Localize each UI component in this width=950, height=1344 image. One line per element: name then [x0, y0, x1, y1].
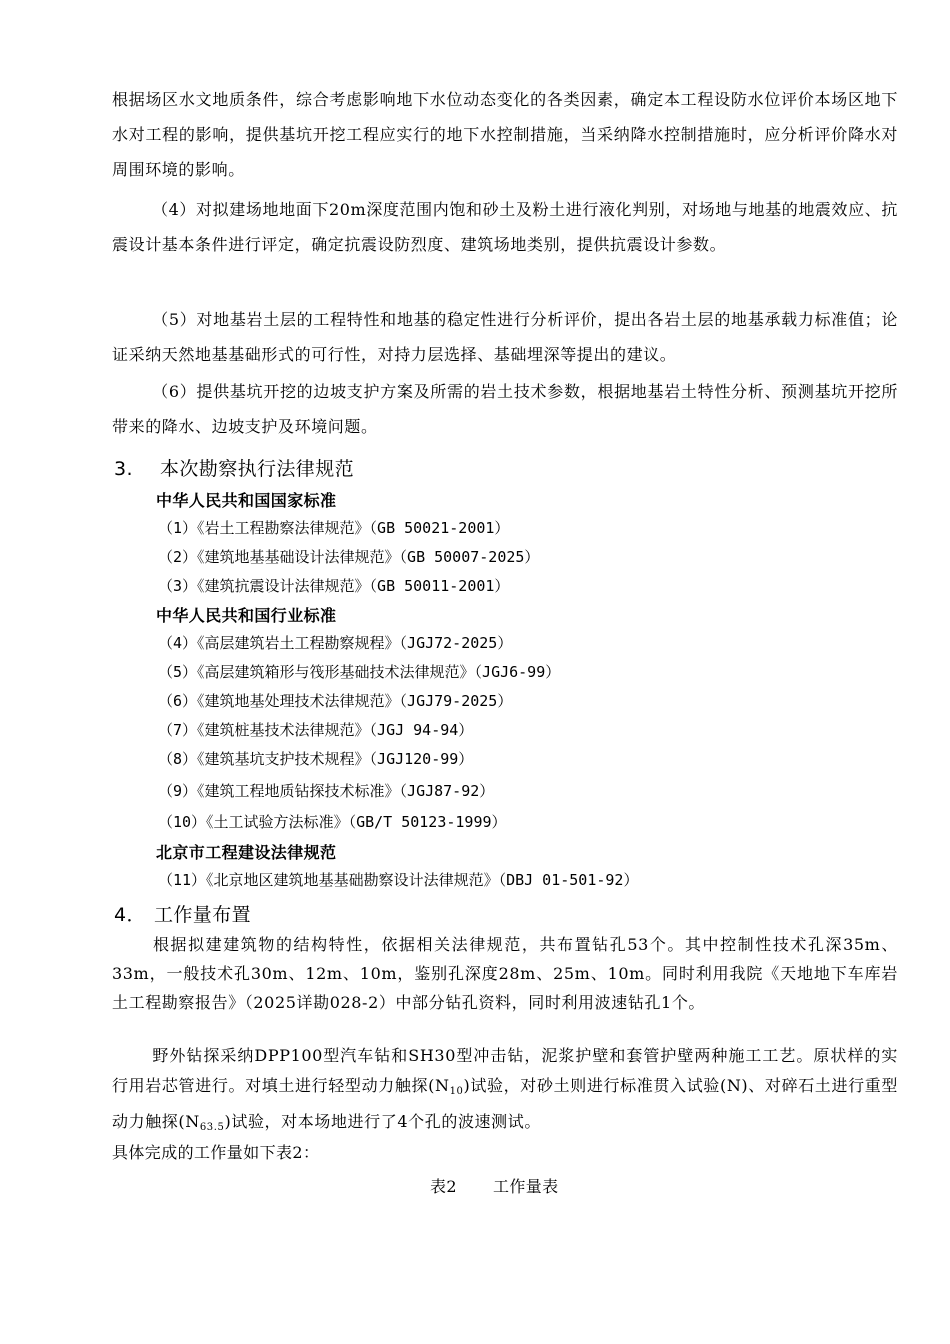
- table-caption: [430, 1174, 559, 1197]
- group-industry-standards: 中华人民共和国行业标准: [156, 606, 337, 625]
- paragraph-workload-text: 根据拟建建筑物的结构特性，依据相关法律规范，共布置钻孔53个。其中控制性技术孔深35m、33m，一般技术孔30m、12m、10m，鉴别孔深度28m、25m、10m。同时利用我院《天地地下车库岩土工程勘察报告》（2025详勘028-2）中部分钻孔资料，同时利用波速钻孔1个。: [112, 935, 898, 1012]
- paragraph-item-6-text: （6）提供基坑开挖的边坡支护方案及所需的岩土技术参数，根据地基岩土特性分析、预测基坑开挖所带来的降水、边坡支护及环境问题。: [112, 382, 898, 436]
- paragraph-item-6: [112, 374, 898, 444]
- section-3-number: 3.: [114, 458, 133, 480]
- standard-item: （9）《建筑工程地质钻探技术标准》（JGJ87-92）: [158, 782, 495, 800]
- subscript-n635: 63.5: [199, 1122, 225, 1133]
- paragraph-workload: [112, 930, 898, 1017]
- paragraph-groundwater: 根据场区水文地质条件，综合考虑影响地下水位动态变化的各类因素，确定本工程设防水位评价本场区地下水对工程的影响，提供基坑开挖工程应实行的地下水控制措施，当采纳降水控制措施时，应分析评价降水对周围环境的影响。: [112, 90, 898, 179]
- section-4-heading: [114, 900, 251, 927]
- standard-item: （6）《建筑地基处理技术法律规范》（JGJ79-2025）: [158, 692, 513, 710]
- standard-item: （10）《土工试验方法标准》（GB/T 50123-1999）: [158, 813, 507, 831]
- standard-item: （4）《高层建筑岩土工程勘察规程》（JGJ72-2025）: [158, 634, 513, 652]
- subscript-n10: 10: [449, 1086, 464, 1097]
- section-3-title: 本次勘察执行法律规范: [160, 458, 355, 480]
- standard-item: （5）《高层建筑箱形与筏形基础技术法律规范》（JGJ6-99）: [158, 663, 561, 681]
- section-4-number: 4．: [114, 904, 146, 926]
- standard-item: （1）《岩土工程勘察法律规范》（GB 50021-2001）: [158, 519, 510, 537]
- paragraph-drilling-text-c: )试验，对本场地进行了4个孔的波速测试。: [224, 1112, 541, 1131]
- section-3-heading: [114, 454, 354, 481]
- standard-item: （2）《建筑地基基础设计法律规范》（GB 50007-2025）: [158, 548, 540, 566]
- section-4-title: 工作量布置: [154, 904, 252, 926]
- paragraph-drilling-text-a: 野外钻探采纳DPP100型汽车钻和SH30型冲击钻，泥浆护壁和套管护壁两种施工工艺。原状样的实行用岩芯管进行。对填土进行轻型动力触探(N: [112, 1046, 898, 1095]
- group-beijing-standards: 北京市工程建设法律规范: [156, 843, 337, 862]
- standard-item: （3）《建筑抗震设计法律规范》（GB 50011-2001）: [158, 577, 510, 595]
- standard-item: （7）《建筑桩基技术法律规范》（JGJ 94-94）: [158, 721, 474, 739]
- table-caption-title: 工作量表: [492, 1177, 559, 1196]
- paragraph-item-5-text: （5）对地基岩土层的工程特性和地基的稳定性进行分析评价，提出各岩土层的地基承载力标准值；论证采纳天然地基基础形式的可行性，对持力层选择、基础埋深等提出的建议。: [112, 310, 898, 364]
- paragraph-drilling: [112, 1041, 898, 1143]
- paragraph-drilling-text-b: )试验，对砂土则进行标准贯入试验(N)、对碎石土进行重型动力触探(N: [112, 1076, 899, 1131]
- paragraph-item-4-text: （4）对拟建场地地面下20m深度范围内饱和砂土及粉土进行液化判别，对场地与地基的地震效应、抗震设计基本条件进行评定，确定抗震设防烈度、建筑场地类别，提供抗震设计参数。: [112, 200, 898, 254]
- standard-item: （8）《建筑基坑支护技术规程》（JGJ120-99）: [158, 750, 474, 768]
- table-caption-number: 表2: [430, 1177, 457, 1196]
- group-national-standards: 中华人民共和国国家标准: [156, 491, 337, 510]
- paragraph-item-5: [112, 302, 898, 372]
- standard-item: （11）《北京地区建筑地基基础勘察设计法律规范》（DBJ 01-501-92）: [158, 871, 639, 889]
- table-intro-line: 具体完成的工作量如下表2：: [112, 1143, 320, 1162]
- paragraph-item-4: [112, 192, 898, 262]
